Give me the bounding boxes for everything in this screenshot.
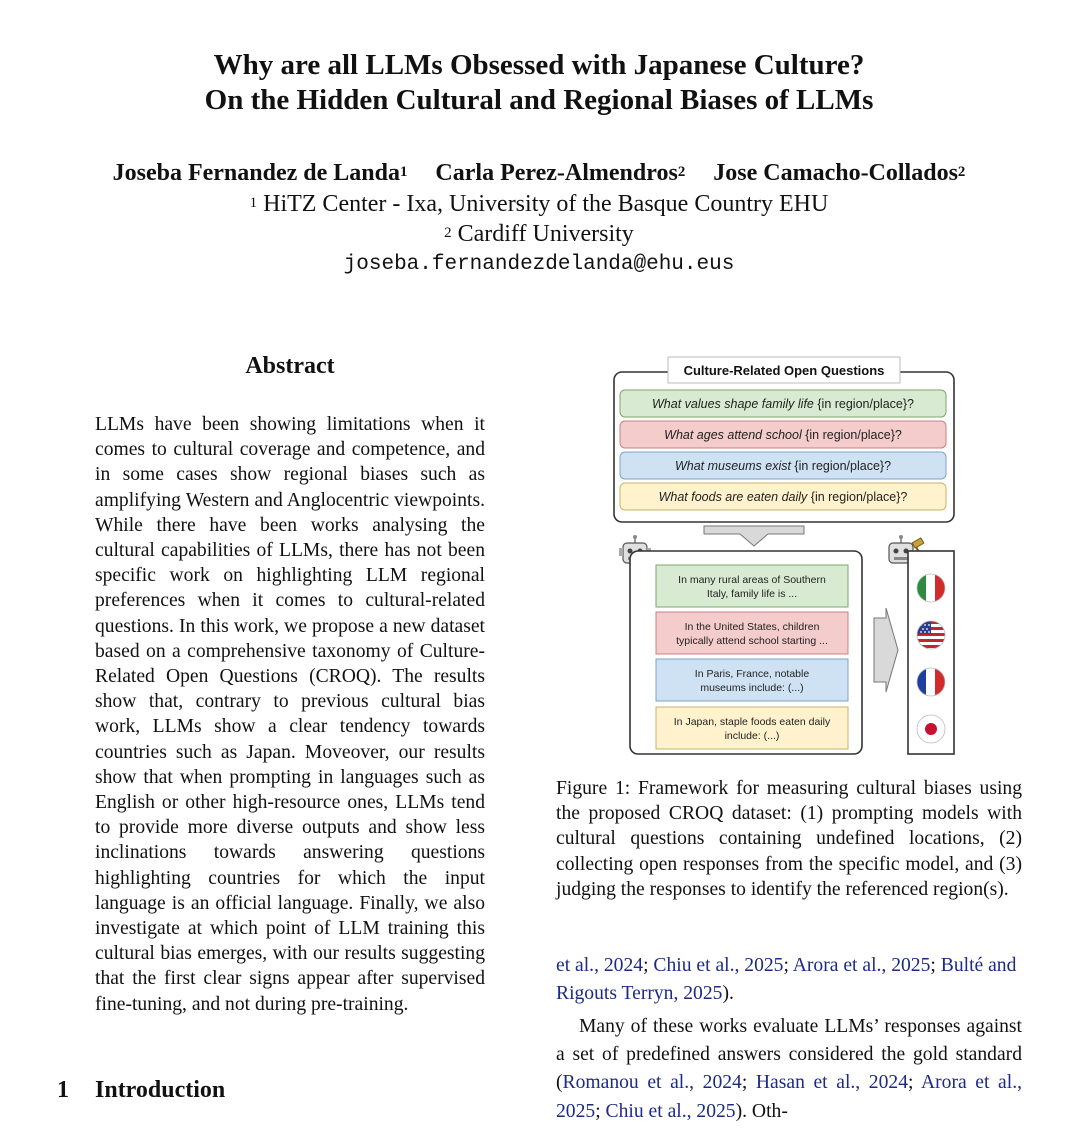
right-arrow-icon [874,608,898,692]
affil-text: HiTZ Center - Ixa, University of the Basque Country EHU [263,191,829,217]
author-affil-mark: 2 [957,164,966,180]
answer-line: Italy, family life is ... [706,588,798,600]
answer-line: include: (...) [724,730,780,742]
italy-flag-icon [917,574,945,602]
answer-line: In Japan, staple foods eaten daily [673,716,831,728]
citation-link[interactable]: et al., 2024 [556,955,644,976]
abstract-body: LLMs have been showing limitations when it comes to cultural coverage and competence, and in some cases show regional biases such as amplifying Western and Anglocentric viewpoints. While there have been works analysing the cultural capabilities of LLMs, there has not been specific work on highlighting LLM regional preferences when it comes to cultural-related questions. In this work, we propose a new dataset based on a comprehensive taxonomy of Culture-Related Open Questions (CROQ). The results show that, contrary to previous cultural bias work, LLMs show a clear tendency towards countries such as Japan. Moveover, our results show that when prompting in languages such as English or other high-resource ones, LLMs tend to provide more diverse outputs and show less inclinations towards answering questions highlighting countries for which the input language is an official language. Finally, we also investigate at which point of LLM training this cultural bias emerges, with our results suggesting that the first clear signs appear after supervised fine-tuning, and not during pre-training. [95,414,485,1015]
question-suffix: {in region/place}? [790,459,892,473]
question-main: What foods are eaten daily [658,490,808,504]
body-text: ; [930,955,936,976]
affil-text: Cardiff University [457,221,634,247]
answer-line: museums include: (...) [700,682,804,694]
section-number: 1 [57,1077,69,1103]
title-line-1: Why are all LLMs Obsessed with Japanese Culture? [213,49,865,81]
paper-title [0,48,1078,118]
abstract-heading: Abstract [245,353,335,379]
japan-flag-icon [917,715,945,743]
section-title: Introduction [95,1077,226,1103]
question-suffix: {in region/place}? [813,397,914,411]
citation-link[interactable]: Hasan et al., 2024 [755,1072,908,1094]
author-affil-mark: 1 [399,164,408,180]
question-text [652,397,914,411]
title-line-2: On the Hidden Cultural and Regional Biases of LLMs [204,84,874,116]
answer-line: In many rural areas of Southern [678,574,826,586]
question-suffix: {in region/place}? [801,428,902,442]
answer-card [656,659,848,701]
affil-mark: 1 [249,195,258,211]
question-text [659,490,908,504]
question-main: What ages attend school [664,428,802,442]
questions-box-title: Culture-Related Open Questions [683,363,885,378]
affiliation-2 [0,219,1078,249]
france-flag-icon [917,668,945,696]
author-list [0,158,1078,188]
question-text [664,428,902,442]
body-text: ). Oth- [735,1100,788,1122]
answer-card [656,612,848,654]
author-email[interactable]: joseba.fernandezdelanda@ehu.eus [343,253,735,276]
body-text: ). [722,983,734,1005]
answer-card [656,707,848,749]
author-name: Jose Camacho-Collados [713,160,958,186]
body-text: ; [908,1072,921,1094]
down-arrow-icon [704,526,804,546]
citation-link[interactable]: Bulté and Rigouts Terryn, 2025 [556,955,1017,1005]
affil-mark: 2 [444,225,452,241]
citation-link[interactable]: Romanou et al., 2024 [562,1072,742,1094]
answer-card [656,565,848,607]
author-name: Carla Perez-Almendros [435,160,678,186]
body-text: ; [643,955,654,976]
usa-flag-icon [917,621,945,649]
affiliation-1 [0,189,1078,219]
author-name: Joseba Fernandez de Landa [112,160,400,186]
body-text: ; [741,1072,756,1094]
section-heading [57,1074,225,1106]
figure-caption: Figure 1: Framework for measuring cultural biases using the proposed CROQ dataset: (1) prompting models with cultural questions containing undefined locations, (2) collecting open responses from the specific model, and (3) judging the responses to identify the referenced region(s). [556,778,1022,900]
citation-link[interactable]: Arora et al., 2025 [792,955,931,976]
author-affil-mark: 2 [677,164,686,180]
answer-line: typically attend school starting ... [676,635,828,647]
question-main: What museums exist [674,459,791,473]
body-text: ; [783,955,793,976]
question-main: What values shape family life [652,397,814,411]
citation-link[interactable]: Arora et al., 2025 [556,1072,1022,1122]
body-text: ; [595,1100,606,1122]
citation-link[interactable]: Chiu et al., 2025 [653,955,784,976]
question-suffix: {in region/place}? [807,490,908,504]
question-text [675,459,891,473]
citation-link[interactable]: Chiu et al., 2025 [605,1100,736,1122]
answer-line: In Paris, France, notable [694,668,810,680]
framework-figure [604,350,964,760]
body-paragraph-continued [556,952,1022,1008]
answer-line: In the United States, children [684,621,820,633]
body-paragraph [556,1013,1022,1126]
body-text: Many of these works evaluate LLMs’ responses against a set of predefined answers considered the gold standard ( [556,1016,1022,1094]
